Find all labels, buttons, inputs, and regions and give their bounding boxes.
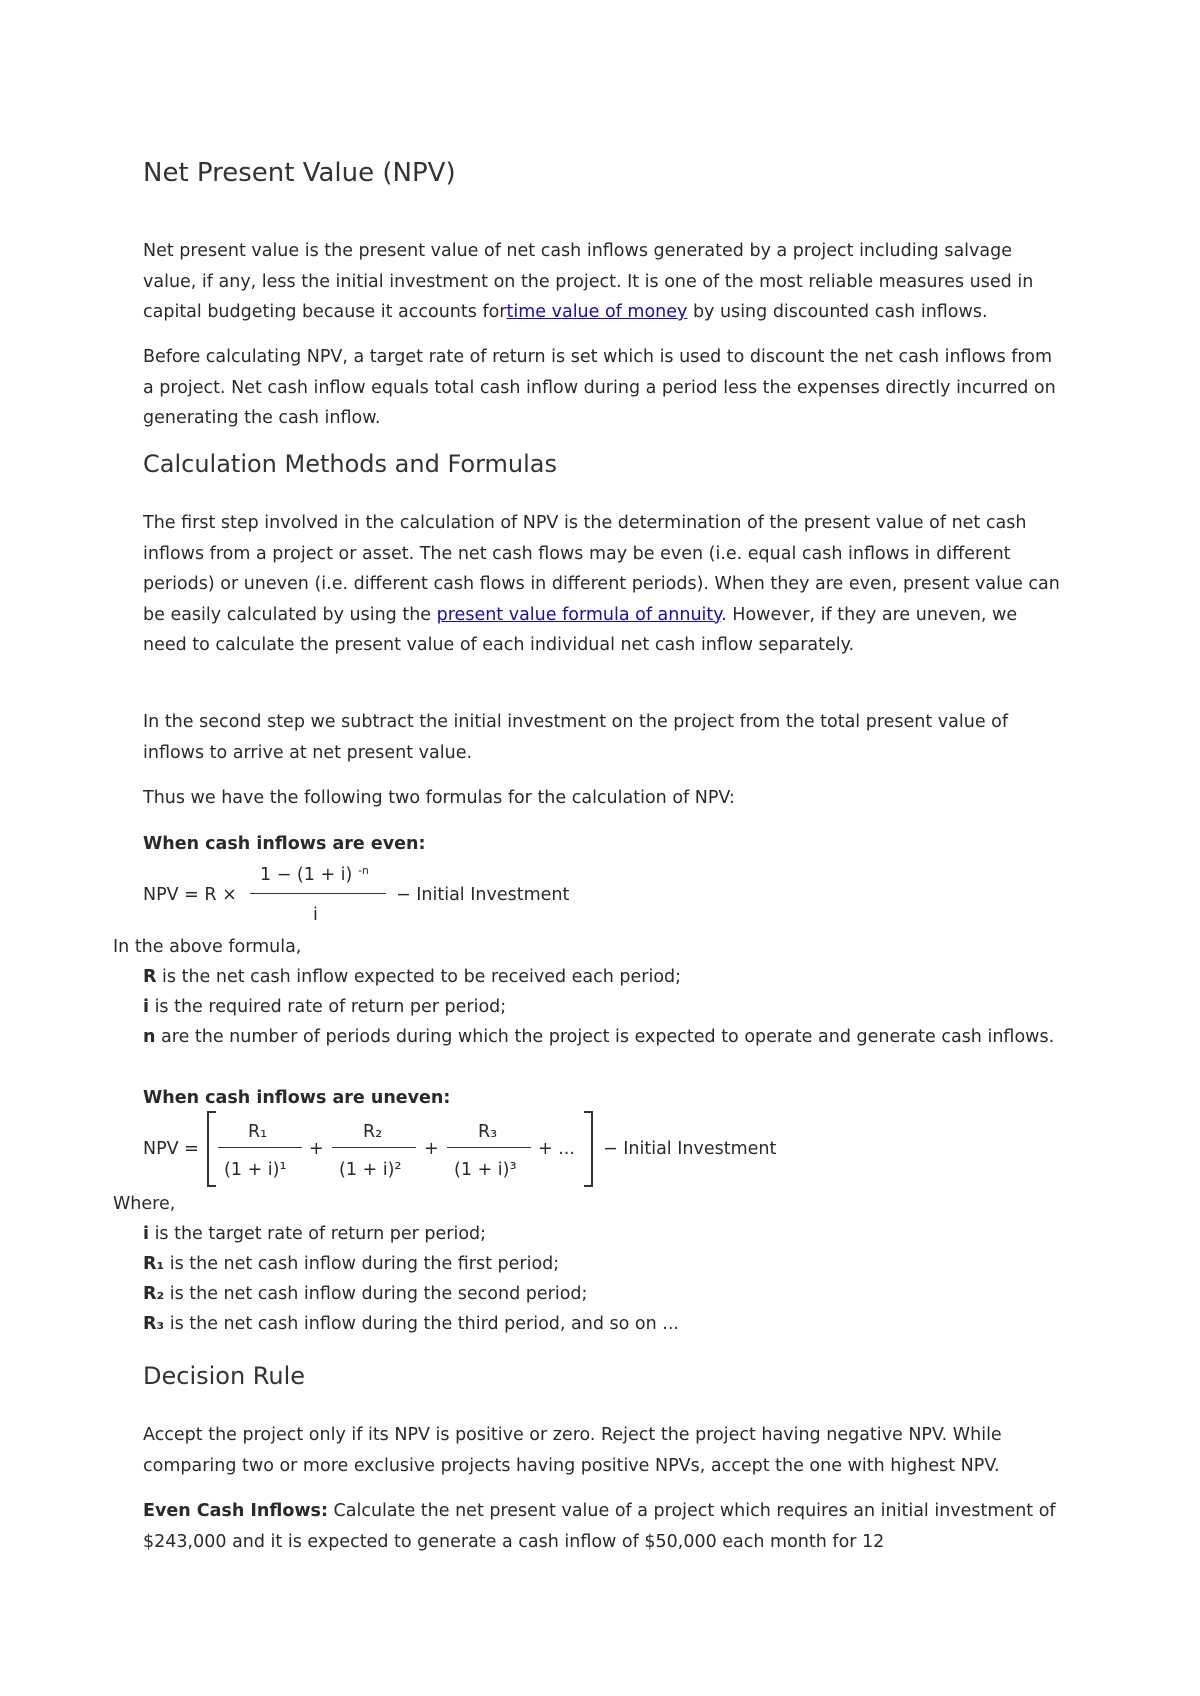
uneven-term-1-bar: [218, 1147, 302, 1148]
example-text: Calculate the net present value of a project which requires an initial investment of $243,000 and it is expected to generate a cash inflow of $50,000 each month for 12: [143, 1501, 1056, 1552]
decision-paragraph-1: Accept the project only if its NPV is positive or zero. Reject the project having negative NPV. While comparing two or more exclusive projects having positive NPVs, accept the one with highest NPV.: [143, 1425, 1002, 1476]
def-text: is the net cash inflow during the third period, and so on ...: [164, 1314, 679, 1334]
time-value-of-money-link[interactable]: time value of money: [506, 302, 688, 322]
even-fraction-bar: [250, 893, 386, 894]
def-term: i: [143, 997, 149, 1017]
def-text: is the net cash inflow during the second period;: [164, 1284, 588, 1304]
def-term: R₁: [143, 1254, 165, 1274]
def-term: R₃: [143, 1314, 165, 1334]
def-term: i: [143, 1224, 149, 1244]
uneven-label: [143, 1083, 1063, 1114]
plus-2: +: [424, 1139, 439, 1159]
uneven-term-2-den: (1 + i)²: [339, 1160, 402, 1180]
methods-text: The first step involved in the calculation of NPV is the determination of the present value of net cash inflows from a project or asset. The net cash flows may be even (i.e. equal cash inflows in different periods) or uneven (i.e. different cash flows in different periods). When they are even, present value can be easily calculated by using the: [143, 513, 1060, 625]
annuity-formula-link[interactable]: present value formula of annuity: [436, 604, 722, 625]
even-def-r: [143, 962, 1063, 993]
uneven-def-i: [143, 1219, 1063, 1250]
uneven-term-3-num: R₃: [478, 1122, 498, 1142]
intro-paragraph-2: Before calculating NPV, a target rate of return is set which is used to discount the net cash inflows from a project. Net cash inflow equals total cash inflow during a period less the expenses directly incurred on generating the cash inflow.: [143, 347, 1056, 428]
methods-paragraph-3: Thus we have the following two formulas for the calculation of NPV:: [143, 788, 735, 808]
even-formula-lhs: NPV = R ×: [143, 885, 237, 905]
uneven-formula-rhs: − Initial Investment: [603, 1139, 777, 1159]
uneven-term-3-bar: [447, 1147, 531, 1148]
uneven-term-2-num: R₂: [363, 1122, 383, 1142]
even-label: [143, 829, 1063, 860]
intro-text: Net present value is the present value of net cash inflows generated by a project including salvage value, if any, less the initial investment on the project. It is one of the most reliable measures used in capital budgeting because it accounts for: [143, 241, 1034, 322]
even-intro: In the above formula,: [113, 937, 302, 957]
even-def-n: [143, 1022, 1063, 1053]
uneven-term-3-den: (1 + i)³: [454, 1160, 517, 1180]
def-term: n: [143, 1027, 156, 1047]
example-label: Even Cash Inflows:: [143, 1501, 328, 1521]
left-bracket: [207, 1111, 216, 1187]
uneven-def-r3: [143, 1309, 1063, 1340]
even-formula-rhs: − Initial Investment: [396, 885, 570, 905]
even-formula-denominator: i: [313, 905, 318, 925]
uneven-def-r1: [143, 1249, 1063, 1280]
decision-example: [143, 1496, 1063, 1557]
uneven-def-r2: [143, 1279, 1063, 1310]
methods-paragraph-1: [143, 508, 1063, 661]
right-bracket: [584, 1111, 593, 1187]
plus-1: +: [309, 1139, 324, 1159]
uneven-term-1-den: (1 + i)¹: [224, 1160, 287, 1180]
methods-text-after: . However, if they are uneven, we need to calculate the present value of each individual net cash inflow separately.: [143, 604, 1018, 655]
even-formula-numerator: [260, 864, 369, 885]
even-numerator-text: 1 − (1 + i): [260, 865, 353, 885]
ellipsis: + ...: [538, 1139, 575, 1159]
methods-heading: Calculation Methods and Formulas: [143, 450, 557, 478]
def-text: is the required rate of return per period;: [149, 997, 507, 1017]
def-text: is the net cash inflow during the first period;: [164, 1254, 560, 1274]
uneven-label-text: When cash inflows are uneven:: [143, 1088, 451, 1108]
def-text: is the net cash inflow expected to be received each period;: [156, 967, 682, 987]
even-def-i: [143, 992, 1063, 1023]
uneven-formula-lhs: NPV =: [143, 1139, 199, 1159]
page-title: Net Present Value (NPV): [143, 158, 456, 188]
uneven-term-2-bar: [332, 1147, 416, 1148]
methods-paragraph-2: In the second step we subtract the initial investment on the project from the total present value of inflows to arrive at net present value.: [143, 712, 1009, 763]
def-term: R: [143, 967, 157, 987]
def-term: R₂: [143, 1284, 165, 1304]
uneven-intro: Where,: [113, 1194, 176, 1214]
intro-text-after: by using discounted cash inflows.: [687, 302, 988, 322]
uneven-term-1-num: R₁: [248, 1122, 268, 1142]
intro-paragraph-1: [143, 236, 1063, 328]
even-label-text: When cash inflows are even:: [143, 834, 426, 854]
even-numerator-exponent: -n: [357, 864, 369, 877]
decision-heading: Decision Rule: [143, 1362, 306, 1390]
def-text: are the number of periods during which the project is expected to operate and generate cash inflows.: [155, 1027, 1055, 1047]
def-text: is the target rate of return per period;: [149, 1224, 487, 1244]
